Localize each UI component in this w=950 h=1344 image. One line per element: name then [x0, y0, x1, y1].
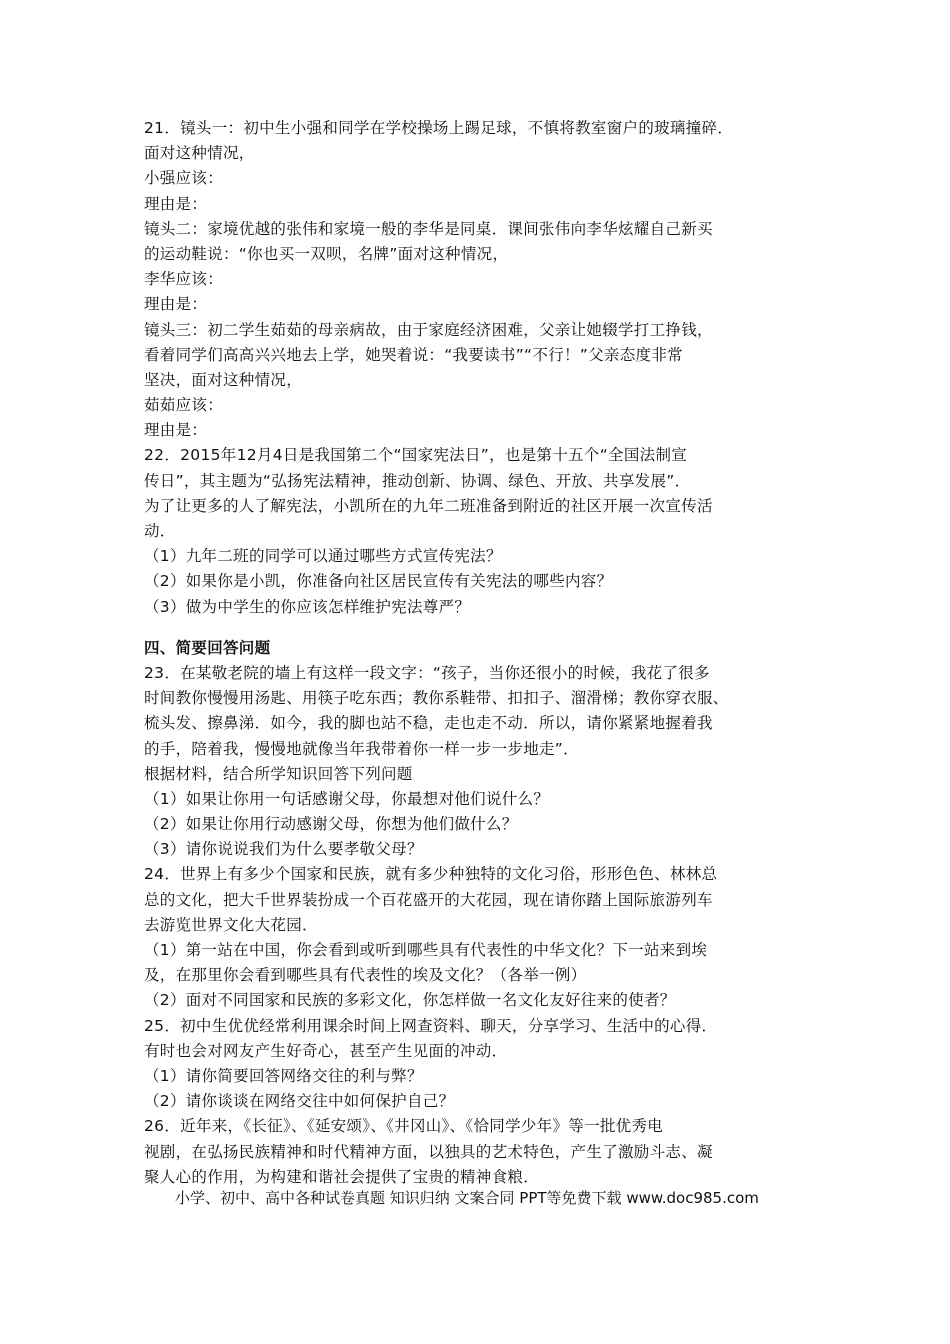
text-line: 动．	[144, 522, 176, 540]
text-line: 理由是：	[144, 421, 208, 440]
text-line: 坚决，面对这种情况，	[144, 370, 303, 389]
text-line: 镜头三：初二学生茹茹的母亲病故，由于家庭经济困难，父亲让她辍学打工挣钱，	[144, 320, 713, 339]
text-line: （2）如果你是小凯，你准备向社区居民宣传有关宪法的哪些内容？	[144, 572, 613, 591]
text-line: 看着同学们高高兴兴地去上学，她哭着说：“我要读书”“不行！”父亲态度非常	[144, 345, 683, 364]
text-line: 根据材料，结合所学知识回答下列问题	[144, 764, 413, 783]
text-line: （1）九年二班的同学可以通过哪些方式宣传宪法？	[144, 547, 502, 566]
text-line: 理由是：	[144, 194, 208, 213]
text-line: （1）第一站在中国，你会看到或听到哪些具有代表性的中华文化？下一站来到埃	[144, 941, 708, 959]
text-line: （3）请你说说我们为什么要孝敬父母？	[144, 840, 423, 859]
text-line: 23．在某敬老院的墙上有这样一段文字：“孩子，当你还很小的时候，我花了很多	[144, 663, 710, 682]
text-line: 的手，陪着我，慢慢地就像当年我带着你一样一步一步地走”．	[144, 739, 579, 758]
document-body	[144, 116, 824, 1190]
text-line: 聚人心的作用，为构建和谐社会提供了宝贵的精神食粮．	[144, 1167, 540, 1186]
text-line: 理由是：	[144, 295, 208, 314]
text-line: 及，在那里你会看到哪些具有代表性的埃及文化？（各举一例）	[144, 966, 587, 985]
text-line: 总的文化，把大千世界装扮成一个百花盛开的大花园，现在请你踏上国际旅游列车	[144, 890, 713, 909]
text-line: 小强应该：	[144, 169, 224, 188]
text-line: 22．2015年12月4日是我国第二个“国家宪法日”，也是第十五个“全国法制宣	[144, 446, 688, 465]
text-line: 24．世界上有多少个国家和民族，就有多少种独特的文化习俗，形形色色、林林总	[144, 865, 718, 884]
text-line: （2）如果让你用行动感谢父母，你想为他们做什么？	[144, 815, 518, 834]
text-line: 面对这种情况，	[144, 144, 255, 163]
section-heading: 四、简要回答问题	[144, 638, 271, 657]
text-line: （2）请你谈谈在网络交往中如何保护自己？	[144, 1092, 455, 1111]
text-line: 梳头发、擦鼻涕．如今，我的脚也站不稳，走也走不动．所以，请你紧紧地握着我	[144, 714, 713, 733]
text-line: （2）面对不同国家和民族的多彩文化，你怎样做一名文化友好往来的使者？	[144, 991, 676, 1010]
text-line: （3）做为中学生的你应该怎样维护宪法尊严？	[144, 597, 471, 616]
text-line: 25．初中生优优经常利用课余时间上网查资料、聊天，分享学习、生活中的心得．	[144, 1016, 718, 1035]
text-line: 茹茹应该：	[144, 396, 224, 415]
text-line: 21．镜头一：初中生小强和同学在学校操场上踢足球，不慎将教室窗户的玻璃撞碎．	[144, 119, 734, 137]
text-line: （1）请你简要回答网络交往的利与弊？	[144, 1066, 423, 1085]
text-line: 时间教你慢慢用汤匙、用筷子吃东西；教你系鞋带、扣扣子、溜滑梯；教你穿衣服、	[144, 689, 729, 708]
text-line: （1）如果让你用一句话感谢父母，你最想对他们说什么？	[144, 789, 550, 808]
text-line: 去游览世界文化大花园．	[144, 915, 318, 934]
text-line: 传日”，其主题为“弘扬宪法精神，推动创新、协调、绿色、开放、共享发展”．	[144, 471, 691, 490]
section-spacer	[144, 620, 824, 636]
text-line: 26．近年来，《长征》、《延安颂》、《井冈山》、《恰同学少年》等一批优秀电	[144, 1117, 664, 1136]
text-line: 李华应该：	[144, 270, 224, 289]
text-line: 有时也会对网友产生好奇心，甚至产生见面的冲动．	[144, 1041, 508, 1060]
page-footer: 小学、初中、高中各种试卷真题 知识归纳 文案合同 PPT等免费下载 www.doc985.com	[175, 1189, 759, 1207]
text-line: 镜头二：家境优越的张伟和家境一般的李华是同桌．课间张伟向李华炫耀自己新买	[144, 219, 713, 238]
text-line: 的运动鞋说：“你也买一双呗，名牌”面对这种情况，	[144, 244, 509, 263]
text-line: 为了让更多的人了解宪法，小凯所在的九年二班准备到附近的社区开展一次宣传活	[144, 496, 713, 515]
text-line: 视剧，在弘扬民族精神和时代精神方面，以独具的艺术特色，产生了激励斗志、凝	[144, 1142, 713, 1161]
